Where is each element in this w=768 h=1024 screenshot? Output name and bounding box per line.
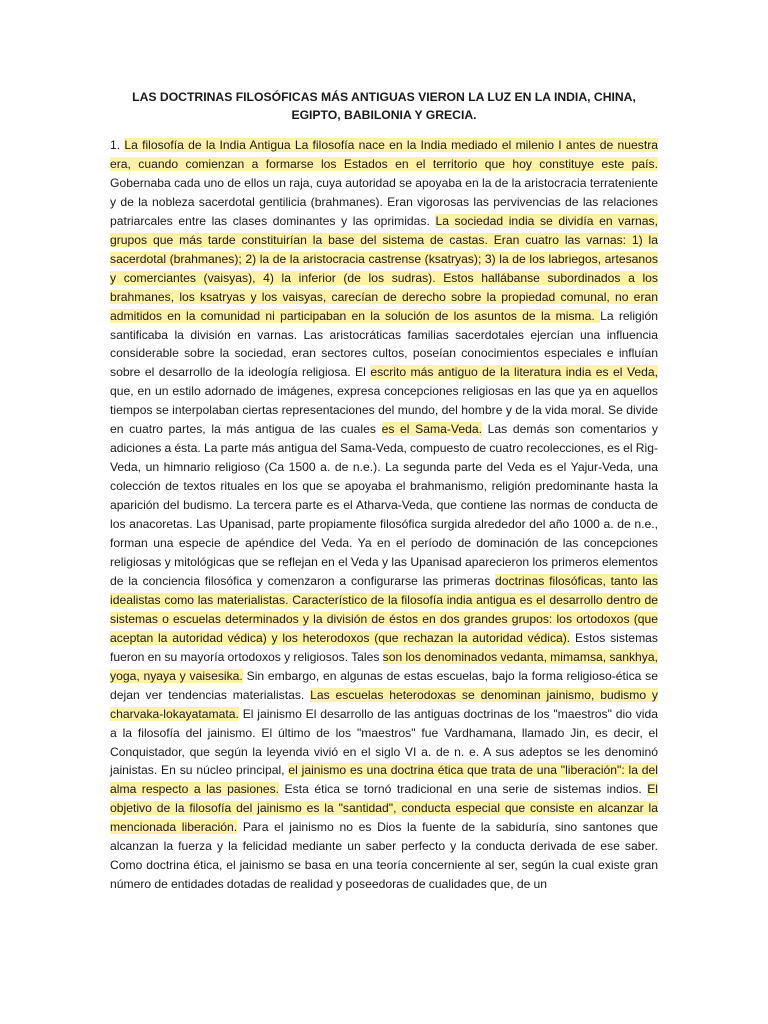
highlighted-text: El objetivo de la filosofía del jainismo es la "santidad", conducta especial que consiste en alcanzar la mencionada liberación.	[110, 782, 658, 835]
text-segment: Estos sistemas fueron en su mayoría ortodoxos y religiosos. Tales	[110, 630, 659, 664]
text-segment: El jainismo El desarrollo de las antiguas doctrinas de los "maestros" dio vida a la filosofía del jainismo. El último de los "maestros" fue Vardhamana, llamado Jin, es decir, el Conquistador, que según la leyenda vivió en el siglo VI a. de n. e. A sus adeptos se les denominó jainistas. En su núcleo principal,	[110, 706, 658, 778]
text-segment: Las demás son comentarios y adiciones a ésta. La parte más antigua del Sama-Veda, compuesto de cuatro recolecciones, es el Rig-Veda, un himnario religioso (Ca 1500 a. de n.e.). La segunda parte del Veda es el Yajur-Veda, una colección de textos rituales en los que se apoyaba el brahmanismo, religión predominante hasta la aparición del budismo. La tercera parte es el Atharva-Veda, que contiene las normas de conducta de los anacoretas. Las Upanisad, parte propiamente filosófica surgida alrededor del año 1000 a. de n.e., forman una especie de apéndice del Veda. Ya en el período de dominación de las concepciones religiosas y mitológicas que se reflejan en el Veda y las Upanisad aparecieron los primeros elementos de la conciencia filosófica y comenzaron a configurarse las primeras	[110, 422, 658, 588]
text-segment: Gobernaba cada uno de ellos un raja, cuya autoridad se apoyaba en la de la aristocracia terrateniente y de la nobleza sacerdotal gentilicia (brahmanes). Eran vigorosas las pervivencias de las relaciones patriarcales entre las clases dominantes y las oprimidas.	[110, 175, 658, 228]
highlighted-text: el jainismo es una doctrina ética que trata de una "liberación": la del alma respecto a las pasiones.	[110, 763, 659, 797]
highlighted-text: es el Sama-Veda.	[381, 422, 482, 437]
document-title: LAS DOCTRINAS FILOSÓFICAS MÁS ANTIGUAS VIERON LA LUZ EN LA INDIA, CHINA, EGIPTO, BABILONIA Y GRECIA.	[132, 90, 636, 122]
highlighted-text: doctrinas filosóficas, tanto las idealistas como las materialistas. Característico de la filosofía india antigua es el desarrollo dentro de sistemas o escuelas determinados y la división de éstos en dos grandes grupos: los ortodoxos (que aceptan la autoridad védica) y los heterodoxos (que rechazan la autoridad védica).	[110, 573, 659, 645]
highlighted-text: La sociedad india se dividía en varnas, grupos que más tarde constituirían la base del sistema de castas. Eran cuatro las varnas: 1) la sacerdotal (brahmanes); 2) la de la aristocracia castrense (ksatryas); 3) la de los labriegos, artesanos y comerciantes (vaisyas), 4) la inferior (de los sudras). Estos hallábanse subordinados a los brahmanes, los ksatryas y los vaisyas, carecían de derecho sobre la propiedad comunal, no eran admitidos en la comunidad ni participaban en la solución de los asuntos de la misma.	[110, 213, 658, 323]
text-segment: 1.	[110, 138, 125, 152]
text-segment: Para el jainismo no es Dios la fuente de la sabiduría, sino santones que alcanzan la fuerza y la felicidad mediante un saber perfecto y la conducta derivada de ese saber. Como doctrina ética, el jainismo se basa en una teoría concerniente al ser, según la cual existe gran número de entidades dotadas de realidad y poseedoras de cualidades que, de un	[110, 820, 658, 892]
text-segment: Sin embargo, en algunas de estas escuelas, bajo la forma religioso-ética se dejan ver tendencias materialistas.	[110, 668, 658, 702]
highlighted-text: son los denominados vedanta, mimamsa, sankhya, yoga, nyaya y vaisesika.	[110, 649, 659, 683]
text-segment: La religión santificaba la división en varnas. Las aristocráticas familias sacerdotales ejercían una influencia considerable sobre la sociedad, eran sectores cultos, poseían conocimientos especiales e influían sobre el desarrollo de la ideología religiosa. El	[110, 308, 658, 380]
body-paragraph	[110, 136, 658, 894]
document-page	[110, 88, 658, 894]
highlighted-text: La filosofía de la India Antigua La filosofía nace en la India mediado el milenio I antes de nuestra era, cuando comienzan a formarse los Estados en el territorio que hoy constituye este país.	[110, 138, 658, 171]
text-segment: Esta ética se tornó tradicional en una serie de sistemas indios.	[279, 782, 648, 797]
text-segment: que, en un estilo adornado de imágenes, expresa concepciones religiosas en las que ya en aquellos tiempos se interpolaban ciertas representaciones del mundo, del hombre y de la vida moral. Se divide en cuatro partes, la más antigua de las cuales	[110, 384, 658, 437]
highlighted-text: Las escuelas heterodoxas se denominan jainismo, budismo y charvaka-lokayatamata.	[110, 687, 658, 721]
highlighted-text: escrito más antiguo de la literatura india es el Veda,	[370, 365, 659, 380]
